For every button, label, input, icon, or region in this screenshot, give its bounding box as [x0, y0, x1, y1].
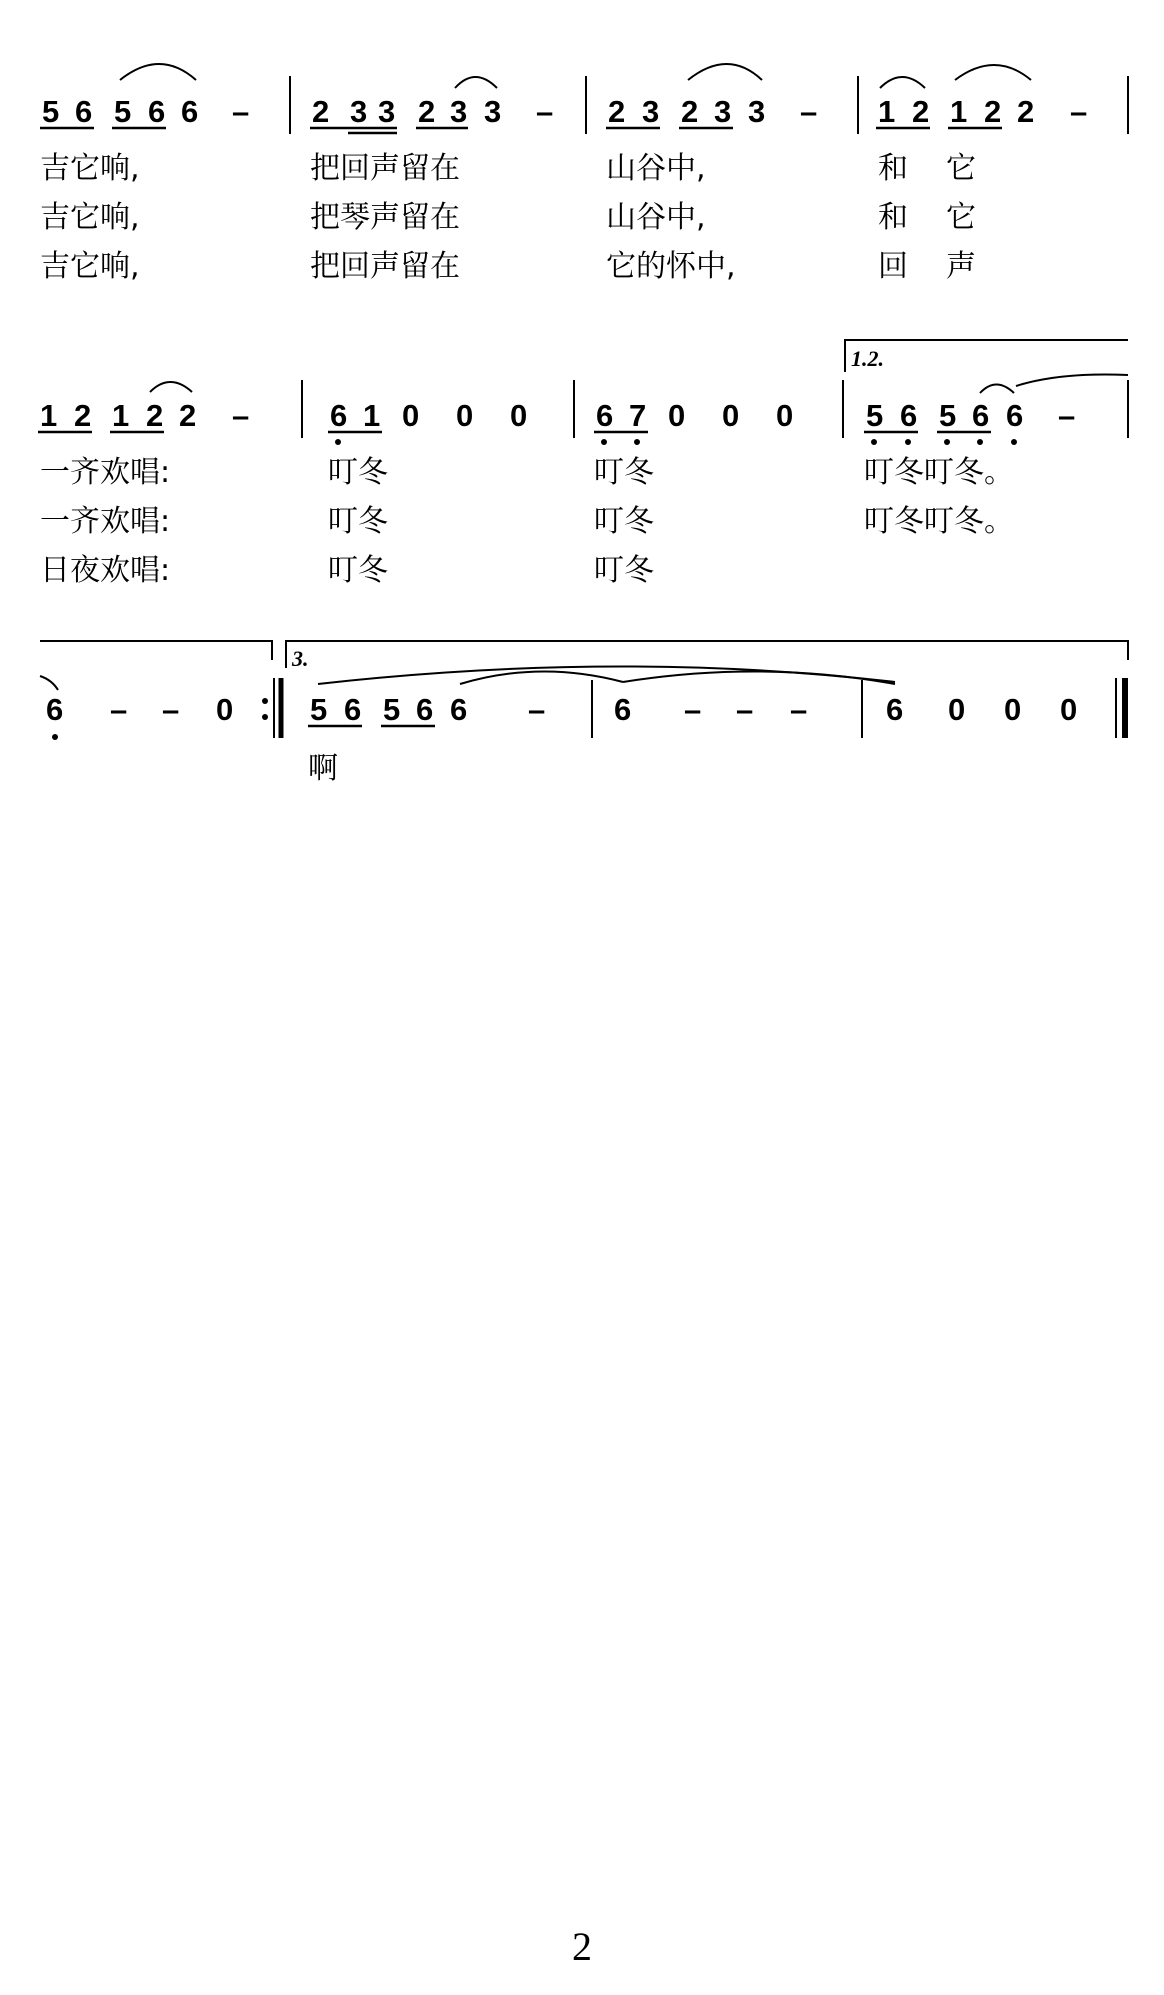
volta-bracket	[286, 641, 1128, 668]
note: 2	[608, 94, 626, 129]
lyric: 吉它响,	[40, 249, 140, 284]
note: 5	[42, 94, 60, 129]
note: 0	[216, 692, 234, 727]
note: 7	[629, 398, 647, 433]
slur	[955, 65, 1031, 80]
note: 0	[1004, 692, 1022, 727]
note: 0	[948, 692, 966, 727]
tie	[623, 671, 895, 684]
note: 6	[450, 692, 468, 727]
lyric: 叮冬	[328, 504, 388, 539]
repeat-dot	[262, 714, 268, 720]
tie-to-next-system	[1016, 374, 1128, 386]
low-octave-dot	[944, 439, 950, 445]
note: 3	[714, 94, 732, 129]
system-2	[38, 340, 1128, 588]
lyric: 山谷中,	[606, 151, 706, 186]
note: 2	[312, 94, 330, 129]
lyric: 叮冬	[594, 455, 654, 490]
lyric: 吉它响,	[40, 200, 140, 235]
note: –	[790, 692, 808, 727]
note: 6	[596, 398, 614, 433]
note: –	[800, 94, 818, 129]
note: –	[232, 398, 250, 433]
slur	[980, 385, 1014, 394]
lyric: 叮冬叮冬。	[864, 504, 1014, 539]
lyric: 声	[946, 249, 976, 284]
page-number: 2	[572, 1924, 592, 1969]
low-octave-dot	[335, 439, 341, 445]
low-octave-dot	[905, 439, 911, 445]
slur	[150, 382, 192, 392]
lyric: 叮冬	[328, 455, 388, 490]
note: 5	[866, 398, 884, 433]
note: 2	[984, 94, 1002, 129]
system-1	[40, 64, 1128, 284]
note: 5	[114, 94, 132, 129]
note: 1	[112, 398, 130, 433]
note: 3	[642, 94, 660, 129]
note: 3	[378, 94, 396, 129]
note: –	[536, 94, 554, 129]
note: –	[110, 692, 128, 727]
ending-label: 1.2.	[851, 346, 884, 371]
lyric: 它的怀中,	[606, 249, 736, 284]
note: 2	[418, 94, 436, 129]
note: 3	[484, 94, 502, 129]
low-octave-dot	[977, 439, 983, 445]
lyric: 和	[878, 151, 908, 186]
volta-bracket-continuation	[40, 641, 272, 660]
lyric: 叮冬叮冬。	[864, 455, 1014, 490]
note: 0	[510, 398, 528, 433]
note: –	[232, 94, 250, 129]
note: 2	[1017, 94, 1035, 129]
note: 2	[74, 398, 92, 433]
slur	[880, 77, 925, 88]
note: 6	[416, 692, 434, 727]
lyric: 和	[878, 200, 908, 235]
low-octave-dot	[634, 439, 640, 445]
lyric: 山谷中,	[606, 200, 706, 235]
system-3	[40, 641, 1128, 786]
repeat-dot	[262, 698, 268, 704]
tie-from-previous-system	[40, 676, 58, 690]
note: 6	[886, 692, 904, 727]
note: 6	[1006, 398, 1024, 433]
slur	[120, 64, 196, 80]
note: 6	[344, 692, 362, 727]
lyric: 它	[946, 200, 976, 235]
lyric: 叮冬	[594, 553, 654, 588]
low-octave-dot	[52, 734, 58, 740]
note: –	[1070, 94, 1088, 129]
lyric: 一齐欢唱:	[40, 504, 171, 539]
note: 2	[681, 94, 699, 129]
volta-bracket	[845, 340, 1128, 372]
note: 3	[748, 94, 766, 129]
lyric: 它	[946, 151, 976, 186]
note: 6	[330, 398, 348, 433]
note: 6	[900, 398, 918, 433]
lyric: 一齐欢唱:	[40, 455, 171, 490]
note: –	[1058, 398, 1076, 433]
note: 3	[350, 94, 368, 129]
note: 0	[402, 398, 420, 433]
note: 0	[668, 398, 686, 433]
note: 2	[912, 94, 930, 129]
note: 1	[363, 398, 381, 433]
note: 0	[722, 398, 740, 433]
note: 1	[40, 398, 58, 433]
note: 6	[181, 94, 199, 129]
note: 5	[383, 692, 401, 727]
note: 6	[46, 692, 64, 727]
note: 0	[1060, 692, 1078, 727]
note: 6	[148, 94, 166, 129]
low-octave-dot	[871, 439, 877, 445]
note: 2	[179, 398, 197, 433]
lyric: 把回声留在	[310, 151, 460, 186]
slur	[688, 64, 762, 80]
note: –	[736, 692, 754, 727]
note: –	[528, 692, 546, 727]
low-octave-dot	[1011, 439, 1017, 445]
lyric: 日夜欢唱:	[40, 553, 171, 588]
ending-label: 3.	[292, 646, 309, 671]
lyric: 回	[878, 249, 908, 284]
low-octave-dot	[601, 439, 607, 445]
tie	[460, 671, 623, 684]
note: –	[162, 692, 180, 727]
slur	[318, 666, 895, 684]
note: 3	[450, 94, 468, 129]
lyric: 把琴声留在	[310, 200, 460, 235]
slur	[455, 77, 497, 88]
lyric: 把回声留在	[310, 249, 460, 284]
note: 1	[878, 94, 896, 129]
note: 0	[776, 398, 794, 433]
note: 5	[939, 398, 957, 433]
lyric: 叮冬	[594, 504, 654, 539]
note: 1	[950, 94, 968, 129]
note: 6	[972, 398, 990, 433]
note: 5	[310, 692, 328, 727]
note: 6	[614, 692, 632, 727]
note: 0	[456, 398, 474, 433]
lyric: 吉它响,	[40, 151, 140, 186]
lyric: 啊	[308, 751, 338, 786]
note: 2	[146, 398, 164, 433]
note: 6	[75, 94, 93, 129]
lyric: 叮冬	[328, 553, 388, 588]
note: –	[684, 692, 702, 727]
